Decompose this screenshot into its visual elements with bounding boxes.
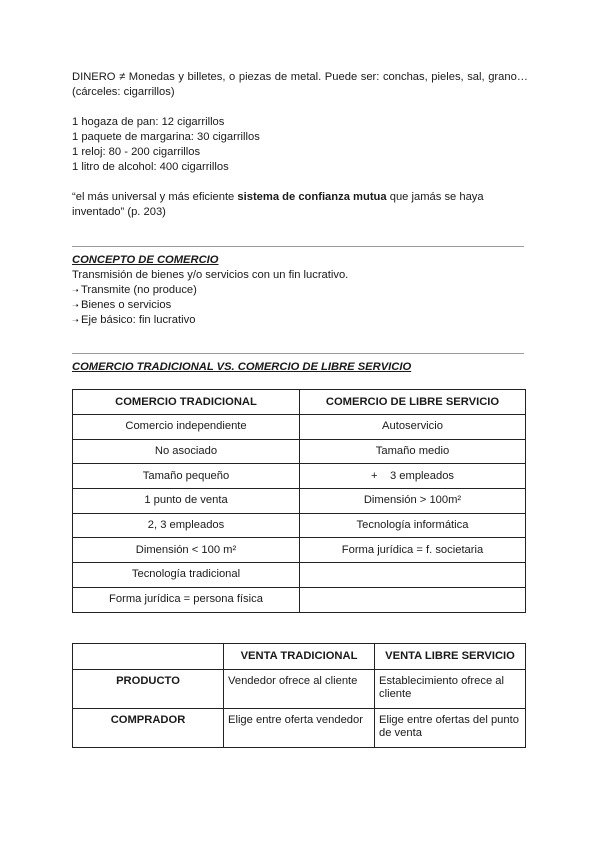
price-item: 1 hogaza de pan: 12 cigarrillos [72, 116, 225, 128]
bullet-text: Eje básico: fin lucrativo [81, 314, 196, 326]
column-header: COMERCIO DE LIBRE SERVICIO [300, 390, 526, 415]
table-cell [300, 563, 526, 588]
column-header [73, 643, 224, 669]
table-header-row [73, 643, 526, 669]
bullet-text: Bienes o servicios [81, 299, 172, 311]
table-row [73, 489, 526, 514]
table-cell [300, 587, 526, 612]
row-header: PRODUCTO [73, 669, 224, 708]
table-cell: Dimensión > 100m² [300, 489, 526, 514]
row-header: COMPRADOR [73, 708, 224, 747]
table-cell: Autoservicio [300, 415, 526, 440]
table-row [73, 538, 526, 563]
list-item [72, 298, 528, 313]
table-cell: Vendedor ofrece al cliente [224, 669, 375, 708]
table-row [73, 415, 526, 440]
quote-bold: sistema de confianza mutua [237, 191, 387, 203]
table-cell: Forma jurídica = f. societaria [300, 538, 526, 563]
table-cell: Elige entre ofertas del punto de venta [375, 708, 526, 747]
table-row [73, 439, 526, 464]
concepto-definition: Transmisión de bienes y/o servicios con un fin lucrativo. [72, 269, 349, 281]
table-cell: 2, 3 empleados [73, 513, 300, 538]
price-item: 1 reloj: 80 - 200 cigarrillos [72, 146, 201, 158]
comparativa-table [72, 389, 526, 613]
venta-table [72, 643, 526, 748]
column-header: VENTA LIBRE SERVICIO [375, 643, 526, 669]
table-cell: Establecimiento ofrece al cliente [375, 669, 526, 708]
bullet-text: Transmite (no produce) [81, 284, 197, 296]
intro-paragraph: DINERO ≠ Monedas y billetes, o piezas de metal. Puede ser: conchas, pieles, sal, grano… (cárceles: cigarrillos) [72, 71, 528, 98]
quote-start: “el más universal y más eficiente [72, 191, 238, 203]
table-row [73, 464, 526, 489]
price-item: 1 litro de alcohol: 400 cigarrillos [72, 161, 229, 173]
table-cell: + 3 empleados [300, 464, 526, 489]
quote-end: que jamás se haya inventado” (p. 203) [72, 191, 484, 218]
concepto-heading: CONCEPTO DE COMERCIO [72, 254, 219, 266]
list-item [72, 313, 528, 328]
table-row [73, 563, 526, 588]
table-cell: Tecnología informática [300, 513, 526, 538]
price-list [72, 115, 528, 175]
arrow-icon: ➝ [72, 286, 79, 295]
table-cell: Elige entre oferta vendedor [224, 708, 375, 747]
table-cell: No asociado [73, 439, 300, 464]
comparativa-heading: COMERCIO TRADICIONAL VS. COMERCIO DE LIBRE SERVICIO [72, 361, 412, 373]
table-cell: Tamaño pequeño [73, 464, 300, 489]
arrow-icon: ➝ [72, 301, 79, 310]
column-header: COMERCIO TRADICIONAL [73, 390, 300, 415]
document-page [72, 70, 528, 748]
table-cell: Forma jurídica = persona física [73, 587, 300, 612]
table-cell: 1 punto de venta [73, 489, 300, 514]
list-item [72, 283, 528, 298]
table-row [73, 669, 526, 708]
table-cell: Dimensión < 100 m² [73, 538, 300, 563]
table-row [73, 513, 526, 538]
table-row [73, 708, 526, 747]
column-header: VENTA TRADICIONAL [224, 643, 375, 669]
table-header-row [73, 390, 526, 415]
table-row [73, 587, 526, 612]
price-item: 1 paquete de margarina: 30 cigarrillos [72, 131, 260, 143]
quote [72, 190, 528, 220]
table-cell: Tamaño medio [300, 439, 526, 464]
table-cell: Comercio independiente [73, 415, 300, 440]
table-cell: Tecnología tradicional [73, 563, 300, 588]
arrow-icon: ➝ [72, 316, 79, 325]
